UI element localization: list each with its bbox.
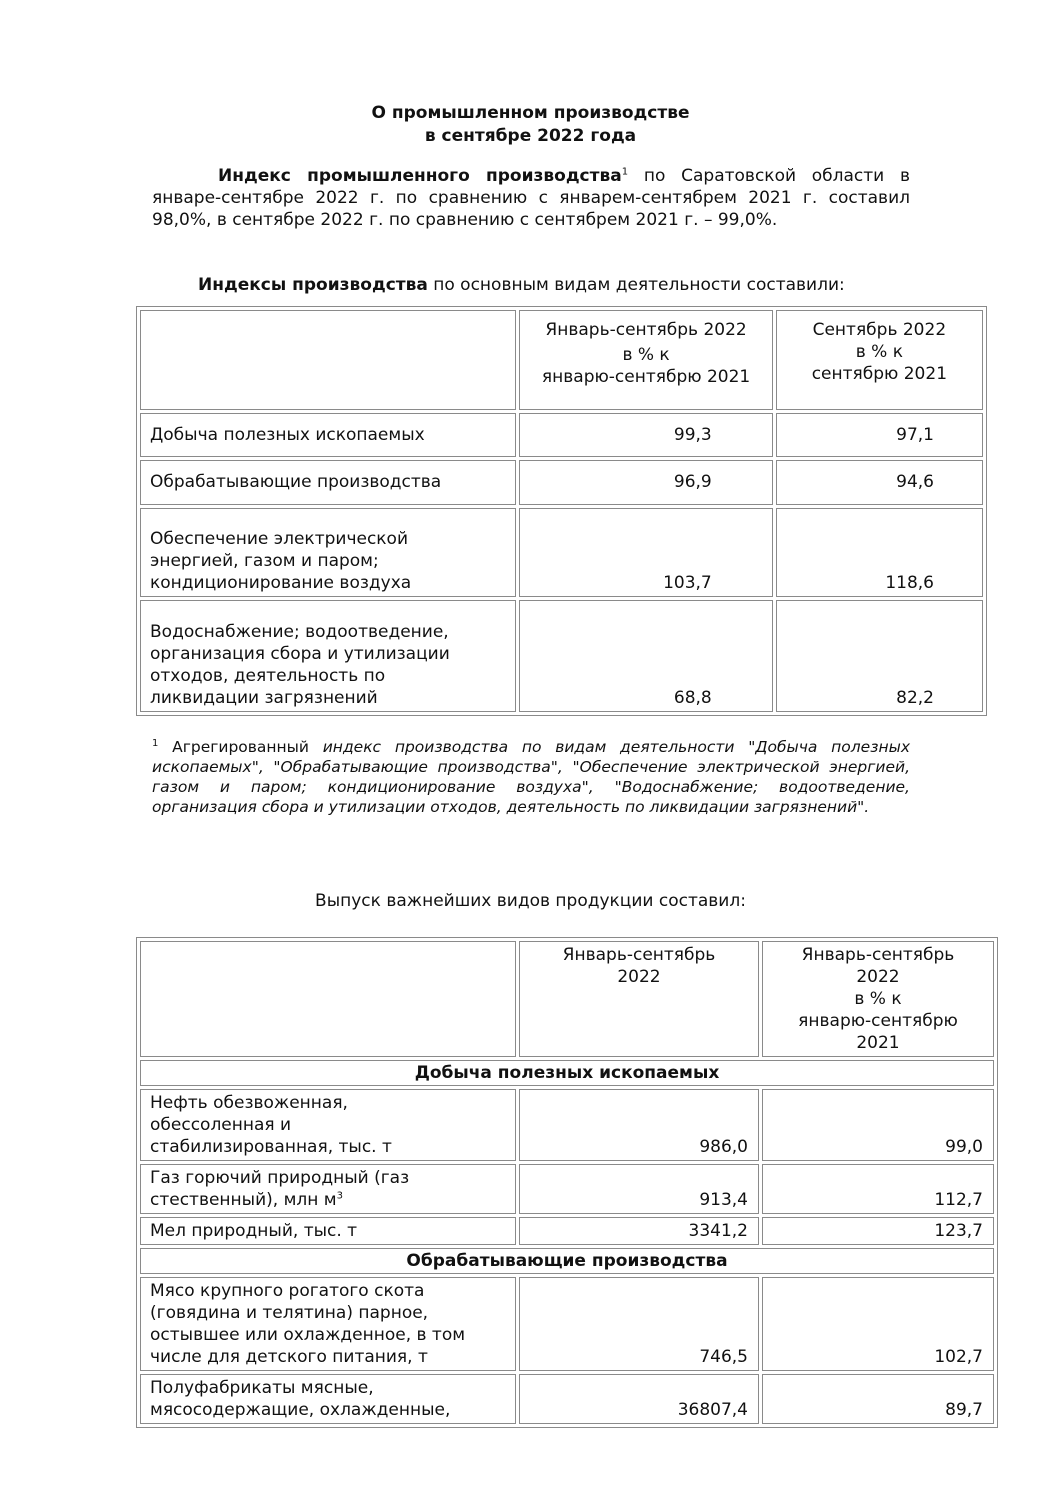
value-jan-sep: 68,8 xyxy=(519,600,772,712)
value-jan-sep: 99,3 xyxy=(519,413,772,456)
value-sep: 94,6 xyxy=(776,460,983,505)
table-header-row xyxy=(140,310,983,410)
table-row xyxy=(140,508,983,597)
value-jan-sep: 913,4 xyxy=(519,1164,759,1214)
row-label: Мясо крупного рогатого скота (говядина и телятина) парное, остывшее или охлажденное, в том числе для детского питания, т xyxy=(140,1277,516,1371)
section-row xyxy=(140,1060,994,1086)
intro-text: по Саратовской области в январе-сентябре 2022 г. по сравнению с январем-сентябрем 2021 г. составил 98,0%, в сентябре 2022 г. по сравнению с сентябрем 2021 г. – 99,0%. xyxy=(152,166,911,230)
product-output-table xyxy=(136,937,998,1428)
table-row xyxy=(140,1277,994,1371)
value-percent: 123,7 xyxy=(762,1217,994,1245)
table-row xyxy=(140,1164,994,1214)
col-header-sep: Сентябрь 2022 в % к сентябрю 2021 xyxy=(776,310,983,410)
section-mining: Добыча полезных ископаемых xyxy=(140,1060,994,1086)
table1-caption xyxy=(198,274,845,296)
value-jan-sep: 96,9 xyxy=(519,460,772,505)
title-line-1: О промышленном производстве xyxy=(371,103,690,123)
footnote-italic: индекс производства по видам деятельности "Добыча полезных ископаемых", "Обрабатывающие производства", "Обеспечение электрической энергией, газом и паром; кондиционирование воздуха", "Водоснабжение; водоотведение, организация сбора и утилизации отходов, деятельность по ликвидации загрязнений". xyxy=(152,738,910,816)
footnote-mark: 1 xyxy=(152,737,159,749)
value-jan-sep: 986,0 xyxy=(519,1089,759,1161)
value-jan-sep: 746,5 xyxy=(519,1277,759,1371)
empty-header-cell xyxy=(140,941,516,1057)
row-label: Обрабатывающие производства xyxy=(140,460,516,505)
table-row xyxy=(140,1217,994,1245)
value-percent: 102,7 xyxy=(762,1277,994,1371)
value-sep: 97,1 xyxy=(776,413,983,456)
value-sep: 118,6 xyxy=(776,508,983,597)
row-label: Газ горючий природный (газ стественный), млн $м^3$ xyxy=(140,1164,516,1214)
intro-bold-term: Индекс промышленного производства xyxy=(218,166,622,186)
value-sep: 82,2 xyxy=(776,600,983,712)
value-jan-sep: 3341,2 xyxy=(519,1217,759,1245)
footnote xyxy=(152,737,910,817)
row-label: Мел природный, тыс. т xyxy=(140,1217,516,1245)
title-line-2: в сентябре 2022 года xyxy=(424,126,637,146)
footnote-ref: 1 xyxy=(621,166,629,178)
value-percent: 99,0 xyxy=(762,1089,994,1161)
table-row xyxy=(140,600,983,712)
unit-superscript: 3 xyxy=(336,1190,343,1202)
table2-caption: Выпуск важнейших видов продукции составил: xyxy=(315,891,746,911)
table-row xyxy=(140,1089,994,1161)
value-percent: 112,7 xyxy=(762,1164,994,1214)
table1-caption-bold: Индексы производства xyxy=(198,275,428,295)
value-percent: 89,7 xyxy=(762,1374,994,1424)
row-label: Обеспечение электрической энергией, газом и паром; кондиционирование воздуха xyxy=(140,508,516,597)
section-row xyxy=(140,1248,994,1274)
table-row xyxy=(140,1374,994,1424)
footnote-normal: Агрегированный xyxy=(158,738,323,756)
row-label: Добыча полезных ископаемых xyxy=(140,413,516,456)
row-label: Водоснабжение; водоотведение, организация сбора и утилизации отходов, деятельность по ликвидации загрязнений xyxy=(140,600,516,712)
table-row xyxy=(140,413,983,456)
page-title xyxy=(0,102,1061,148)
table-header-row xyxy=(140,941,994,1057)
table1-caption-rest: по основным видам деятельности составили: xyxy=(427,275,845,295)
col-header-jan-sep-2022: Январь-сентябрь 2022 xyxy=(519,941,759,1057)
empty-header-cell xyxy=(140,310,516,410)
intro-paragraph xyxy=(152,165,910,231)
production-index-table xyxy=(136,306,987,716)
section-manufacturing: Обрабатывающие производства xyxy=(140,1248,994,1274)
row-label: Нефть обезвоженная, обессоленная и стабилизированная, тыс. т xyxy=(140,1089,516,1161)
table-row xyxy=(140,460,983,505)
value-jan-sep: 36807,4 xyxy=(519,1374,759,1424)
col-header-jan-sep: Январь-сентябрь 2022 в % к январю-сентябрю 2021 xyxy=(519,310,772,410)
col-header-percent: Январь-сентябрь 2022 в % к январю-сентябрю 2021 xyxy=(762,941,994,1057)
row-label: Полуфабрикаты мясные, мясосодержащие, охлажденные, xyxy=(140,1374,516,1424)
value-jan-sep: 103,7 xyxy=(519,508,772,597)
